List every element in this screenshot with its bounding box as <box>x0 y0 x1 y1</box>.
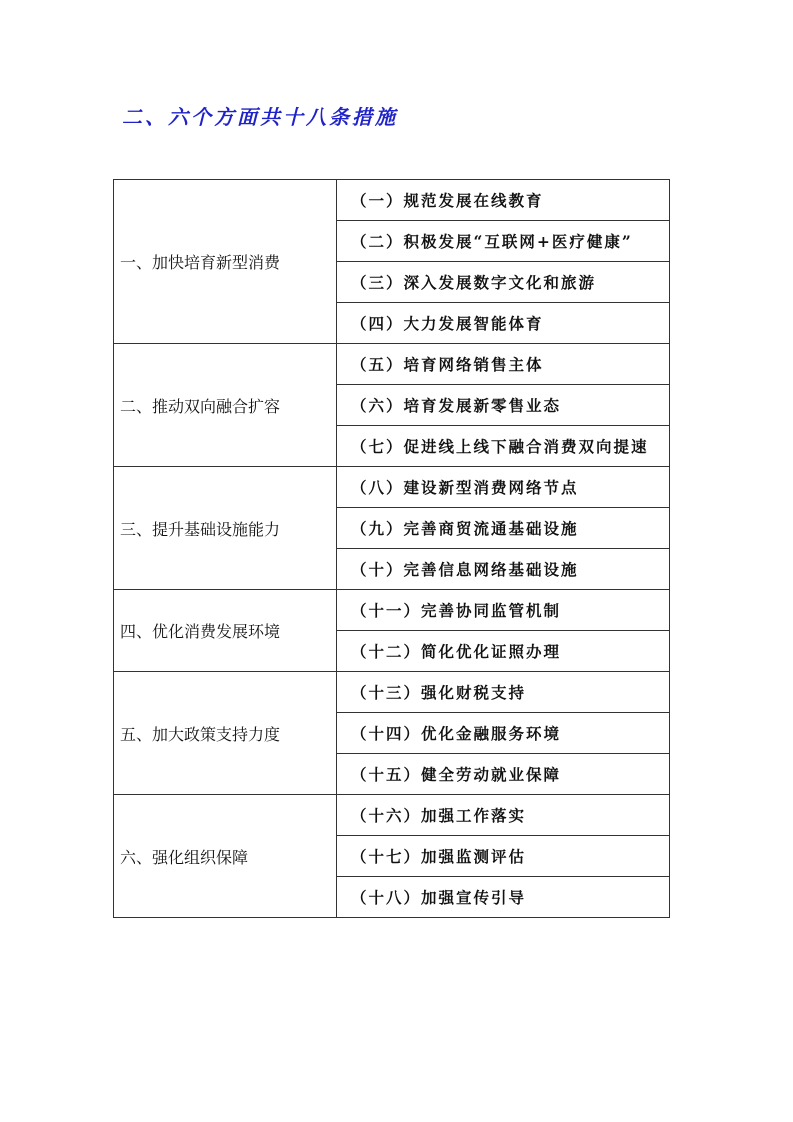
measure-cell: （十六）加强工作落实 <box>337 795 670 836</box>
measures-table <box>113 179 670 918</box>
measure-cell: （十三）强化财税支持 <box>337 672 670 713</box>
table-row <box>114 180 670 221</box>
table-row <box>114 467 670 508</box>
measure-cell: （八）建设新型消费网络节点 <box>337 467 670 508</box>
table-row <box>114 795 670 836</box>
table-row <box>114 344 670 385</box>
measure-cell: （二）积极发展“互联网+医疗健康” <box>337 221 670 262</box>
category-cell: 三、提升基础设施能力 <box>114 467 337 590</box>
page-title: 二、六个方面共十八条措施 <box>122 105 398 129</box>
measure-cell: （六）培育发展新零售业态 <box>337 385 670 426</box>
measure-cell: （十一）完善协同监管机制 <box>337 590 670 631</box>
measure-cell: （十二）简化优化证照办理 <box>337 631 670 672</box>
measure-cell: （五）培育网络销售主体 <box>337 344 670 385</box>
measure-cell: （九）完善商贸流通基础设施 <box>337 508 670 549</box>
category-cell: 六、强化组织保障 <box>114 795 337 918</box>
category-cell: 五、加大政策支持力度 <box>114 672 337 795</box>
measure-cell: （十八）加强宣传引导 <box>337 877 670 918</box>
measure-cell: （十五）健全劳动就业保障 <box>337 754 670 795</box>
table-row <box>114 672 670 713</box>
measure-cell: （四）大力发展智能体育 <box>337 303 670 344</box>
table-row <box>114 590 670 631</box>
category-cell: 一、加快培育新型消费 <box>114 180 337 344</box>
measure-cell: （十四）优化金融服务环境 <box>337 713 670 754</box>
category-cell: 四、优化消费发展环境 <box>114 590 337 672</box>
measure-cell: （三）深入发展数字文化和旅游 <box>337 262 670 303</box>
measure-cell: （十）完善信息网络基础设施 <box>337 549 670 590</box>
measure-cell: （一）规范发展在线教育 <box>337 180 670 221</box>
category-cell: 二、推动双向融合扩容 <box>114 344 337 467</box>
measure-cell: （七）促进线上线下融合消费双向提速 <box>337 426 670 467</box>
measure-cell: （十七）加强监测评估 <box>337 836 670 877</box>
